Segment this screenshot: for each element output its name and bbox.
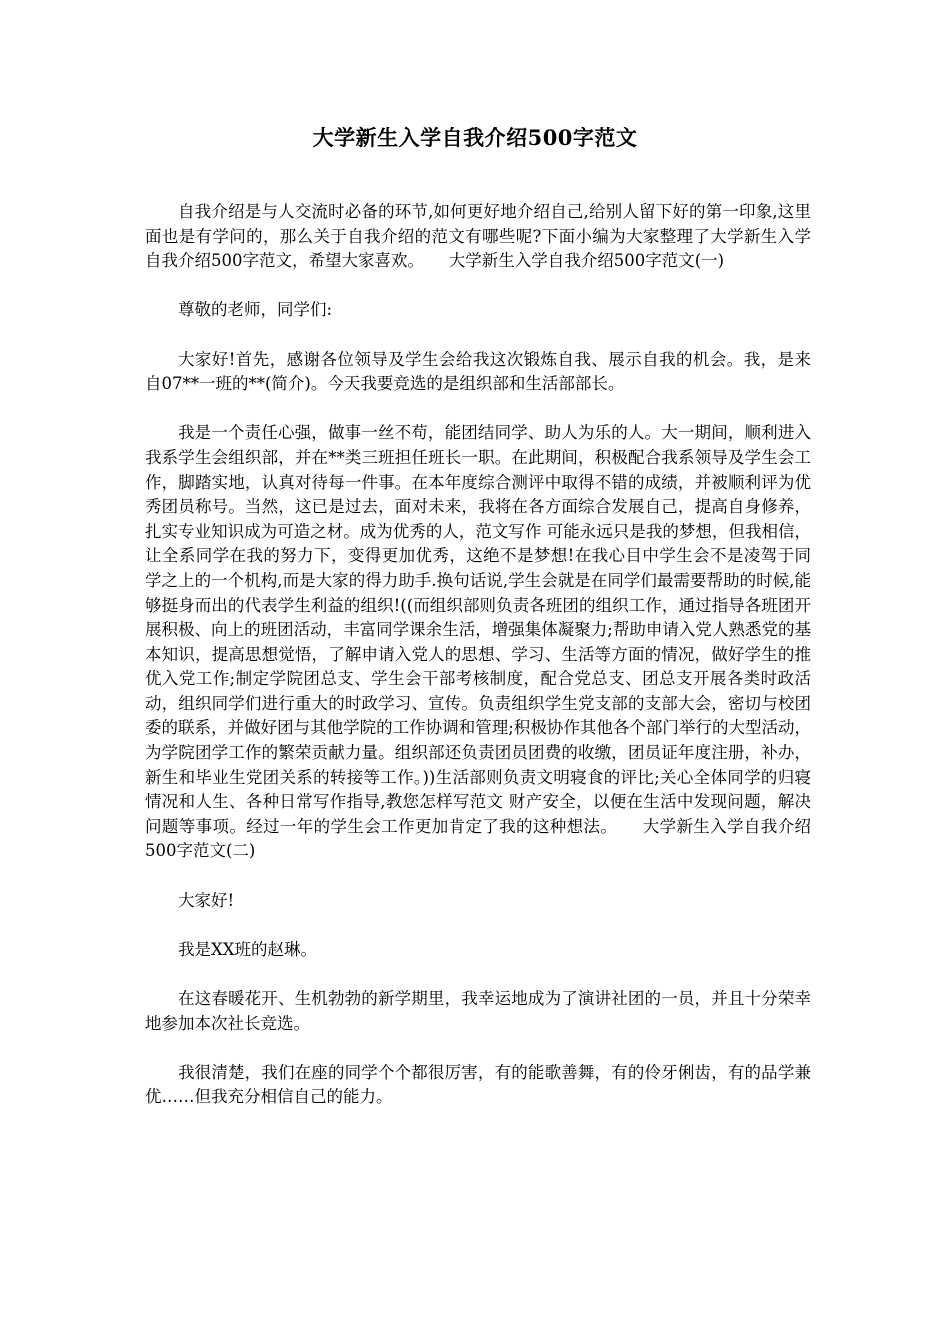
paragraph-main: 我是一个责任心强，做事一丝不苟，能团结同学、助人为乐的人。大一期间，顺利进入我系学生会组织部，并在**类三班担任班长一职。在此期间，积极配合我系领导及学生会工作，脚踏实地，认真对待每一件事。在本年度综合测评中取得不错的成绩，并被顺利评为优秀团员称号。当然，这已是过去，面对未来，我将在各方面综合发展自己，提高自身修养，扎实专业知识成为可造之材。成为优秀的人，范文写作 可能永远只是我的梦想，但我相信，让全系同学在我的努力下，变得更加优秀，这绝不是梦想!在我心目中学生会不是凌驾于同学之上的一个机构,而是大家的得力助手.换句话说,学生会就是在同学们最需要帮助的时候,能够挺身而出的代表学生利益的组织!((而组织部则负责各班团的组织工作，通过指导各班团开展积极、向上的班团活动，丰富同学课余生活，增强集体凝聚力;帮助申请入党人熟悉党的基本知识，提高思想觉悟，了解申请入党人的思想、学习、生活等方面的情况，做好学生的推优入党工作;制定学院团总支、学生会干部考核制度，配合党总支、团总支开展各类时政活动，组织同学们进行重大的时政学习、宣传。负责组织学生党支部的支部大会，密切与校团委的联系，并做好团与其他学院的工作协调和管理;积极协作其他各个部门举行的大型活动，为学院团学工作的繁荣贡献力量。组织部还负责团员团费的收缴，团员证年度注册，补办，新生和毕业生党团关系的转接等工作。))生活部则负责文明寝食的评比;关心全体同学的归寝情况和人生、各种日常写作指导,教您怎样写范文 财产安全，以便在生活中发现问题，解决问题等事项。经过一年的学生会工作更加肯定了我的这种想法。 大学新生入学自我介绍500字范文(二) bbox=[145, 423, 811, 861]
paragraph-spring: 在这春暖花开、生机勃勃的新学期里，我幸运地成为了演讲社团的一员，并且十分荣幸地参加本次社长竞选。 bbox=[145, 989, 811, 1033]
document-body bbox=[145, 200, 811, 1135]
paragraph-confidence: 我很清楚，我们在座的同学个个都很厉害，有的能歌善舞，有的伶牙俐齿，有的品学兼优……但我充分相信自己的能力。 bbox=[145, 1062, 811, 1107]
paragraph-name: 我是XX班的赵琳。 bbox=[178, 939, 317, 959]
paragraph-salutation: 尊敬的老师，同学们: bbox=[178, 300, 333, 320]
paragraph-greeting: 大家好!首先，感谢各位领导及学生会给我这次锻炼自我、展示自我的机会。我，是来自07**一班的**(简介)。今天我要竞选的是组织部和生活部部长。 bbox=[145, 349, 811, 394]
paragraph-intro: 自我介绍是与人交流时必备的环节,如何更好地介绍自己,给别人留下好的第一印象,这里面也是有学问的，那么关于自我介绍的范文有哪些呢?下面小编为大家整理了大学新生入学自我介绍500字范文，希望大家喜欢。 大学新生入学自我介绍500字范文(一) bbox=[145, 202, 811, 271]
paragraph-hello: 大家好! bbox=[178, 890, 235, 910]
document-title: 大学新生入学自我介绍500字范文 bbox=[312, 125, 638, 150]
